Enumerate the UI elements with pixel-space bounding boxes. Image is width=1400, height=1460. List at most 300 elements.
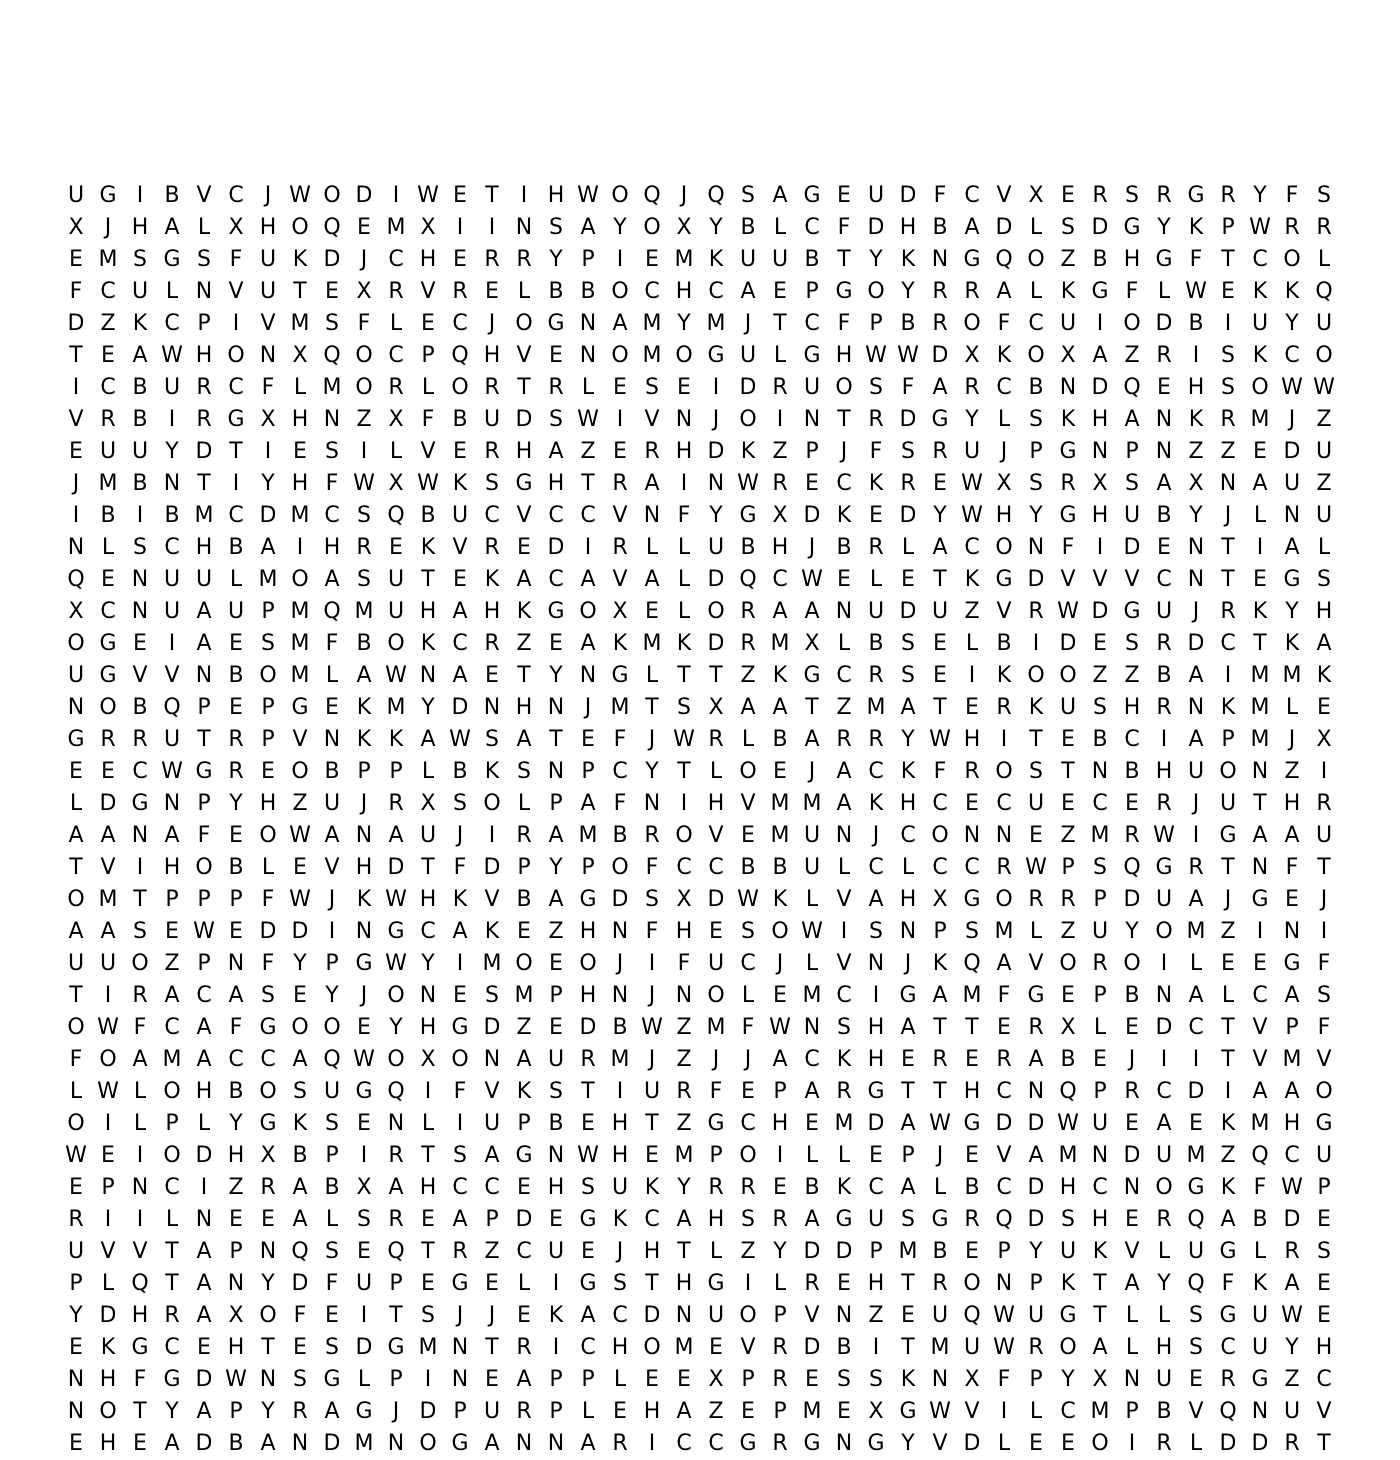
- letter-cell[interactable]: G: [995, 567, 1013, 592]
- letter-cell[interactable]: P: [581, 247, 595, 272]
- letter-cell[interactable]: Q: [1059, 1079, 1077, 1104]
- letter-cell[interactable]: D: [291, 919, 309, 944]
- letter-cell[interactable]: I: [1032, 631, 1040, 656]
- letter-cell[interactable]: G: [451, 1015, 469, 1040]
- letter-cell[interactable]: K: [836, 1175, 852, 1200]
- letter-cell[interactable]: G: [195, 759, 213, 784]
- letter-cell[interactable]: N: [1155, 407, 1173, 432]
- letter-cell[interactable]: S: [261, 983, 275, 1008]
- letter-cell[interactable]: R: [836, 1079, 852, 1104]
- letter-cell[interactable]: U: [1315, 823, 1333, 848]
- letter-cell[interactable]: O: [1155, 1175, 1173, 1200]
- letter-cell[interactable]: G: [867, 1431, 885, 1456]
- letter-cell[interactable]: P: [325, 1143, 339, 1168]
- letter-cell[interactable]: M: [770, 791, 790, 816]
- letter-cell[interactable]: A: [932, 535, 948, 560]
- letter-cell[interactable]: D: [1123, 535, 1141, 560]
- letter-cell[interactable]: B: [292, 1143, 308, 1168]
- letter-cell[interactable]: A: [68, 919, 84, 944]
- letter-cell[interactable]: M: [98, 887, 118, 912]
- letter-cell[interactable]: I: [712, 375, 720, 400]
- letter-cell[interactable]: G: [291, 695, 309, 720]
- letter-cell[interactable]: O: [963, 311, 981, 336]
- letter-cell[interactable]: Q: [1219, 1399, 1237, 1424]
- letter-cell[interactable]: K: [900, 759, 916, 784]
- letter-cell[interactable]: P: [261, 727, 275, 752]
- letter-cell[interactable]: N: [1091, 1143, 1109, 1168]
- letter-cell[interactable]: O: [1091, 1431, 1109, 1456]
- letter-cell[interactable]: W: [801, 567, 823, 592]
- letter-cell[interactable]: X: [1060, 343, 1076, 368]
- letter-cell[interactable]: C: [996, 375, 1012, 400]
- letter-cell[interactable]: O: [611, 279, 629, 304]
- letter-cell[interactable]: H: [131, 1303, 149, 1328]
- letter-cell[interactable]: C: [100, 279, 116, 304]
- letter-cell[interactable]: B: [516, 887, 532, 912]
- letter-cell[interactable]: J: [936, 1143, 944, 1168]
- letter-cell[interactable]: A: [484, 1431, 500, 1456]
- letter-cell[interactable]: S: [1189, 1335, 1203, 1360]
- letter-cell[interactable]: H: [771, 535, 789, 560]
- letter-cell[interactable]: E: [645, 1143, 659, 1168]
- letter-cell[interactable]: T: [933, 1079, 947, 1104]
- letter-cell[interactable]: M: [1250, 407, 1270, 432]
- letter-cell[interactable]: E: [293, 1335, 307, 1360]
- letter-cell[interactable]: T: [165, 1239, 179, 1264]
- letter-cell[interactable]: F: [261, 375, 275, 400]
- letter-cell[interactable]: P: [101, 1175, 115, 1200]
- letter-cell[interactable]: E: [645, 247, 659, 272]
- letter-cell[interactable]: S: [1317, 567, 1331, 592]
- letter-cell[interactable]: Z: [1092, 663, 1108, 688]
- letter-cell[interactable]: J: [584, 695, 592, 720]
- letter-cell[interactable]: L: [837, 855, 851, 880]
- letter-cell[interactable]: Q: [995, 247, 1013, 272]
- letter-cell[interactable]: Y: [229, 791, 243, 816]
- letter-cell[interactable]: P: [357, 759, 371, 784]
- letter-cell[interactable]: U: [1219, 791, 1237, 816]
- letter-cell[interactable]: Y: [165, 439, 179, 464]
- letter-cell[interactable]: W: [193, 919, 215, 944]
- letter-cell[interactable]: Q: [963, 1303, 981, 1328]
- letter-cell[interactable]: C: [164, 535, 180, 560]
- letter-cell[interactable]: E: [869, 503, 883, 528]
- letter-cell[interactable]: S: [1061, 1207, 1075, 1232]
- letter-cell[interactable]: O: [1059, 951, 1077, 976]
- letter-cell[interactable]: H: [611, 1143, 629, 1168]
- letter-cell[interactable]: X: [420, 1047, 436, 1072]
- letter-cell[interactable]: F: [1061, 535, 1075, 560]
- letter-cell[interactable]: P: [261, 599, 275, 624]
- letter-cell[interactable]: A: [452, 663, 468, 688]
- letter-cell[interactable]: A: [452, 919, 468, 944]
- letter-cell[interactable]: N: [1123, 1175, 1141, 1200]
- letter-cell[interactable]: C: [1156, 1079, 1172, 1104]
- letter-cell[interactable]: R: [964, 1207, 980, 1232]
- letter-cell[interactable]: Y: [709, 215, 723, 240]
- letter-cell[interactable]: J: [712, 407, 720, 432]
- letter-cell[interactable]: I: [136, 1143, 144, 1168]
- letter-cell[interactable]: E: [741, 1399, 755, 1424]
- letter-cell[interactable]: J: [456, 823, 464, 848]
- letter-cell[interactable]: J: [776, 951, 784, 976]
- letter-cell[interactable]: R: [932, 311, 948, 336]
- letter-cell[interactable]: B: [612, 1015, 628, 1040]
- letter-cell[interactable]: U: [1155, 887, 1173, 912]
- letter-cell[interactable]: H: [195, 1079, 213, 1104]
- letter-cell[interactable]: H: [1155, 759, 1173, 784]
- letter-cell[interactable]: N: [1219, 471, 1237, 496]
- letter-cell[interactable]: J: [1000, 439, 1008, 464]
- letter-cell[interactable]: E: [805, 1367, 819, 1392]
- letter-cell[interactable]: N: [1155, 439, 1173, 464]
- letter-cell[interactable]: Y: [1253, 183, 1267, 208]
- letter-cell[interactable]: R: [612, 535, 628, 560]
- letter-cell[interactable]: S: [1221, 343, 1235, 368]
- letter-cell[interactable]: J: [712, 1047, 720, 1072]
- letter-cell[interactable]: E: [837, 1399, 851, 1424]
- letter-cell[interactable]: Z: [228, 1175, 244, 1200]
- letter-cell[interactable]: G: [547, 311, 565, 336]
- letter-cell[interactable]: G: [1187, 183, 1205, 208]
- letter-cell[interactable]: X: [260, 407, 276, 432]
- letter-cell[interactable]: D: [355, 1335, 373, 1360]
- letter-cell[interactable]: S: [197, 247, 211, 272]
- letter-cell[interactable]: W: [1185, 279, 1207, 304]
- letter-cell[interactable]: D: [931, 343, 949, 368]
- letter-cell[interactable]: E: [69, 1335, 83, 1360]
- letter-cell[interactable]: N: [835, 1431, 853, 1456]
- letter-cell[interactable]: O: [355, 375, 373, 400]
- letter-cell[interactable]: Z: [1060, 919, 1076, 944]
- letter-cell[interactable]: E: [1317, 1271, 1331, 1296]
- letter-cell[interactable]: M: [1058, 1143, 1078, 1168]
- letter-cell[interactable]: H: [1091, 1207, 1109, 1232]
- letter-cell[interactable]: L: [1253, 503, 1267, 528]
- letter-cell[interactable]: S: [549, 407, 563, 432]
- letter-cell[interactable]: T: [69, 343, 83, 368]
- letter-cell[interactable]: C: [1028, 311, 1044, 336]
- letter-cell[interactable]: R: [612, 1431, 628, 1456]
- letter-cell[interactable]: A: [548, 887, 564, 912]
- letter-cell[interactable]: R: [868, 407, 884, 432]
- letter-cell[interactable]: K: [708, 247, 724, 272]
- letter-cell[interactable]: Y: [261, 1399, 275, 1424]
- letter-cell[interactable]: R: [100, 407, 116, 432]
- letter-cell[interactable]: R: [772, 1367, 788, 1392]
- letter-cell[interactable]: J: [456, 1303, 464, 1328]
- letter-cell[interactable]: E: [965, 695, 979, 720]
- letter-cell[interactable]: D: [483, 855, 501, 880]
- letter-cell[interactable]: M: [418, 1335, 438, 1360]
- letter-cell[interactable]: E: [101, 567, 115, 592]
- letter-cell[interactable]: J: [840, 439, 848, 464]
- letter-cell[interactable]: N: [1155, 983, 1173, 1008]
- letter-cell[interactable]: E: [389, 535, 403, 560]
- letter-cell[interactable]: I: [104, 1111, 112, 1136]
- letter-cell[interactable]: R: [996, 1047, 1012, 1072]
- letter-cell[interactable]: A: [996, 951, 1012, 976]
- letter-cell[interactable]: Y: [325, 983, 339, 1008]
- letter-cell[interactable]: I: [520, 183, 528, 208]
- letter-cell[interactable]: A: [836, 759, 852, 784]
- letter-cell[interactable]: D: [707, 567, 725, 592]
- letter-cell[interactable]: U: [707, 535, 725, 560]
- letter-cell[interactable]: M: [642, 631, 662, 656]
- letter-cell[interactable]: H: [675, 279, 693, 304]
- letter-cell[interactable]: D: [1027, 1111, 1045, 1136]
- letter-cell[interactable]: U: [867, 183, 885, 208]
- letter-cell[interactable]: I: [200, 1175, 208, 1200]
- letter-cell[interactable]: X: [228, 215, 244, 240]
- letter-cell[interactable]: D: [899, 407, 917, 432]
- letter-cell[interactable]: G: [835, 1207, 853, 1232]
- letter-cell[interactable]: P: [549, 983, 563, 1008]
- letter-cell[interactable]: S: [645, 375, 659, 400]
- letter-cell[interactable]: O: [259, 1303, 277, 1328]
- letter-cell[interactable]: H: [195, 343, 213, 368]
- letter-cell[interactable]: H: [995, 503, 1013, 528]
- letter-cell[interactable]: P: [261, 695, 275, 720]
- letter-cell[interactable]: C: [516, 1239, 532, 1264]
- letter-cell[interactable]: D: [323, 1431, 341, 1456]
- letter-cell[interactable]: W: [449, 727, 471, 752]
- letter-cell[interactable]: S: [485, 471, 499, 496]
- letter-cell[interactable]: C: [228, 375, 244, 400]
- letter-cell[interactable]: C: [228, 183, 244, 208]
- letter-cell[interactable]: C: [324, 503, 340, 528]
- letter-cell[interactable]: G: [931, 1207, 949, 1232]
- letter-cell[interactable]: W: [769, 1015, 791, 1040]
- letter-cell[interactable]: G: [355, 951, 373, 976]
- letter-cell[interactable]: L: [933, 1175, 947, 1200]
- letter-cell[interactable]: A: [228, 983, 244, 1008]
- letter-cell[interactable]: D: [899, 183, 917, 208]
- letter-cell[interactable]: J: [104, 215, 112, 240]
- letter-cell[interactable]: N: [803, 407, 821, 432]
- letter-cell[interactable]: H: [899, 791, 917, 816]
- letter-cell[interactable]: A: [516, 567, 532, 592]
- letter-cell[interactable]: W: [385, 951, 407, 976]
- letter-cell[interactable]: H: [707, 1207, 725, 1232]
- letter-cell[interactable]: L: [101, 1271, 115, 1296]
- letter-cell[interactable]: P: [933, 919, 947, 944]
- letter-cell[interactable]: N: [931, 1367, 949, 1392]
- letter-cell[interactable]: V: [68, 407, 84, 432]
- letter-cell[interactable]: I: [1192, 823, 1200, 848]
- letter-cell[interactable]: X: [1316, 727, 1332, 752]
- letter-cell[interactable]: U: [355, 1271, 373, 1296]
- letter-cell[interactable]: E: [965, 791, 979, 816]
- letter-cell[interactable]: V: [324, 855, 340, 880]
- letter-cell[interactable]: P: [869, 311, 883, 336]
- letter-cell[interactable]: B: [452, 407, 468, 432]
- letter-cell[interactable]: S: [549, 1079, 563, 1104]
- letter-cell[interactable]: W: [1281, 1303, 1303, 1328]
- letter-cell[interactable]: C: [1252, 983, 1268, 1008]
- letter-cell[interactable]: F: [709, 1079, 723, 1104]
- letter-cell[interactable]: R: [388, 279, 404, 304]
- letter-cell[interactable]: D: [483, 1015, 501, 1040]
- letter-cell[interactable]: B: [740, 855, 756, 880]
- letter-cell[interactable]: L: [997, 407, 1011, 432]
- letter-cell[interactable]: U: [227, 599, 245, 624]
- letter-cell[interactable]: R: [644, 439, 660, 464]
- letter-cell[interactable]: P: [229, 1399, 243, 1424]
- letter-cell[interactable]: B: [452, 759, 468, 784]
- letter-cell[interactable]: J: [1128, 1047, 1136, 1072]
- letter-cell[interactable]: N: [1283, 503, 1301, 528]
- letter-cell[interactable]: D: [579, 1015, 597, 1040]
- letter-cell[interactable]: I: [1192, 343, 1200, 368]
- letter-cell[interactable]: T: [421, 855, 435, 880]
- letter-cell[interactable]: C: [164, 1015, 180, 1040]
- letter-cell[interactable]: P: [1029, 1367, 1043, 1392]
- letter-cell[interactable]: W: [97, 1079, 119, 1104]
- letter-cell[interactable]: D: [1027, 1207, 1045, 1232]
- letter-cell[interactable]: R: [356, 535, 372, 560]
- letter-cell[interactable]: E: [453, 183, 467, 208]
- letter-cell[interactable]: A: [260, 1431, 276, 1456]
- letter-cell[interactable]: A: [932, 375, 948, 400]
- letter-cell[interactable]: G: [1059, 1303, 1077, 1328]
- letter-cell[interactable]: C: [100, 375, 116, 400]
- letter-cell[interactable]: U: [1283, 471, 1301, 496]
- letter-cell[interactable]: O: [1027, 343, 1045, 368]
- letter-cell[interactable]: P: [1125, 1399, 1139, 1424]
- letter-cell[interactable]: O: [739, 1303, 757, 1328]
- letter-cell[interactable]: Y: [389, 1015, 403, 1040]
- letter-cell[interactable]: P: [581, 1367, 595, 1392]
- letter-cell[interactable]: X: [676, 887, 692, 912]
- letter-cell[interactable]: R: [1092, 183, 1108, 208]
- letter-cell[interactable]: R: [772, 1335, 788, 1360]
- letter-cell[interactable]: Z: [356, 407, 372, 432]
- letter-cell[interactable]: L: [677, 567, 691, 592]
- letter-cell[interactable]: R: [1284, 1239, 1300, 1264]
- letter-cell[interactable]: S: [1125, 183, 1139, 208]
- letter-cell[interactable]: X: [356, 1175, 372, 1200]
- letter-cell[interactable]: A: [644, 567, 660, 592]
- letter-cell[interactable]: E: [613, 439, 627, 464]
- letter-cell[interactable]: T: [805, 695, 819, 720]
- letter-cell[interactable]: S: [741, 919, 755, 944]
- letter-cell[interactable]: O: [579, 599, 597, 624]
- letter-cell[interactable]: H: [1091, 503, 1109, 528]
- letter-cell[interactable]: W: [929, 727, 951, 752]
- letter-cell[interactable]: D: [643, 1303, 661, 1328]
- letter-cell[interactable]: E: [613, 1399, 627, 1424]
- letter-cell[interactable]: A: [580, 1303, 596, 1328]
- letter-cell[interactable]: X: [68, 215, 84, 240]
- letter-cell[interactable]: L: [517, 1271, 531, 1296]
- letter-cell[interactable]: W: [865, 343, 887, 368]
- letter-cell[interactable]: E: [325, 1303, 339, 1328]
- letter-cell[interactable]: B: [580, 279, 596, 304]
- letter-cell[interactable]: B: [868, 631, 884, 656]
- letter-cell[interactable]: V: [996, 599, 1012, 624]
- letter-cell[interactable]: G: [963, 247, 981, 272]
- letter-cell[interactable]: H: [99, 1431, 117, 1456]
- letter-cell[interactable]: T: [69, 983, 83, 1008]
- letter-cell[interactable]: L: [901, 855, 915, 880]
- letter-cell[interactable]: N: [131, 567, 149, 592]
- letter-cell[interactable]: U: [387, 599, 405, 624]
- letter-cell[interactable]: V: [708, 823, 724, 848]
- letter-cell[interactable]: D: [739, 375, 757, 400]
- letter-cell[interactable]: R: [932, 439, 948, 464]
- letter-cell[interactable]: G: [707, 1271, 725, 1296]
- letter-cell[interactable]: V: [1316, 1399, 1332, 1424]
- letter-cell[interactable]: Q: [643, 183, 661, 208]
- letter-cell[interactable]: T: [1221, 855, 1235, 880]
- letter-cell[interactable]: S: [1317, 183, 1331, 208]
- letter-cell[interactable]: V: [996, 1143, 1012, 1168]
- letter-cell[interactable]: J: [392, 1399, 400, 1424]
- letter-cell[interactable]: U: [259, 247, 277, 272]
- letter-cell[interactable]: N: [355, 823, 373, 848]
- letter-cell[interactable]: H: [1123, 247, 1141, 272]
- letter-cell[interactable]: F: [197, 823, 211, 848]
- letter-cell[interactable]: M: [930, 1335, 950, 1360]
- letter-cell[interactable]: Y: [901, 727, 915, 752]
- letter-cell[interactable]: C: [196, 983, 212, 1008]
- letter-cell[interactable]: E: [869, 1143, 883, 1168]
- letter-cell[interactable]: M: [866, 695, 886, 720]
- letter-cell[interactable]: I: [232, 311, 240, 336]
- letter-cell[interactable]: O: [99, 695, 117, 720]
- letter-cell[interactable]: L: [133, 1079, 147, 1104]
- letter-cell[interactable]: M: [290, 599, 310, 624]
- letter-cell[interactable]: W: [929, 1111, 951, 1136]
- letter-cell[interactable]: S: [741, 1207, 755, 1232]
- letter-cell[interactable]: L: [1157, 1303, 1171, 1328]
- letter-cell[interactable]: M: [1186, 1143, 1206, 1168]
- letter-cell[interactable]: E: [453, 983, 467, 1008]
- letter-cell[interactable]: C: [708, 1431, 724, 1456]
- letter-cell[interactable]: K: [1284, 279, 1300, 304]
- letter-cell[interactable]: C: [996, 791, 1012, 816]
- letter-cell[interactable]: H: [163, 855, 181, 880]
- letter-cell[interactable]: O: [259, 823, 277, 848]
- letter-cell[interactable]: Q: [1187, 1271, 1205, 1296]
- letter-cell[interactable]: U: [163, 727, 181, 752]
- letter-cell[interactable]: R: [452, 279, 468, 304]
- letter-cell[interactable]: Y: [421, 695, 435, 720]
- letter-cell[interactable]: F: [325, 471, 339, 496]
- letter-cell[interactable]: E: [709, 1335, 723, 1360]
- letter-cell[interactable]: E: [709, 919, 723, 944]
- letter-cell[interactable]: B: [356, 631, 372, 656]
- letter-cell[interactable]: N: [547, 695, 565, 720]
- letter-cell[interactable]: N: [579, 343, 597, 368]
- letter-cell[interactable]: R: [708, 1175, 724, 1200]
- letter-cell[interactable]: Y: [421, 951, 435, 976]
- letter-cell[interactable]: U: [547, 1239, 565, 1264]
- letter-cell[interactable]: M: [994, 919, 1014, 944]
- letter-cell[interactable]: O: [1059, 1335, 1077, 1360]
- letter-cell[interactable]: F: [1317, 951, 1331, 976]
- letter-cell[interactable]: C: [740, 1111, 756, 1136]
- letter-cell[interactable]: C: [1188, 1015, 1204, 1040]
- letter-cell[interactable]: D: [1283, 1207, 1301, 1232]
- letter-cell[interactable]: C: [772, 567, 788, 592]
- letter-cell[interactable]: L: [325, 1207, 339, 1232]
- letter-cell[interactable]: N: [195, 1207, 213, 1232]
- letter-cell[interactable]: L: [1029, 215, 1043, 240]
- letter-cell[interactable]: L: [293, 375, 307, 400]
- letter-cell[interactable]: C: [452, 1175, 468, 1200]
